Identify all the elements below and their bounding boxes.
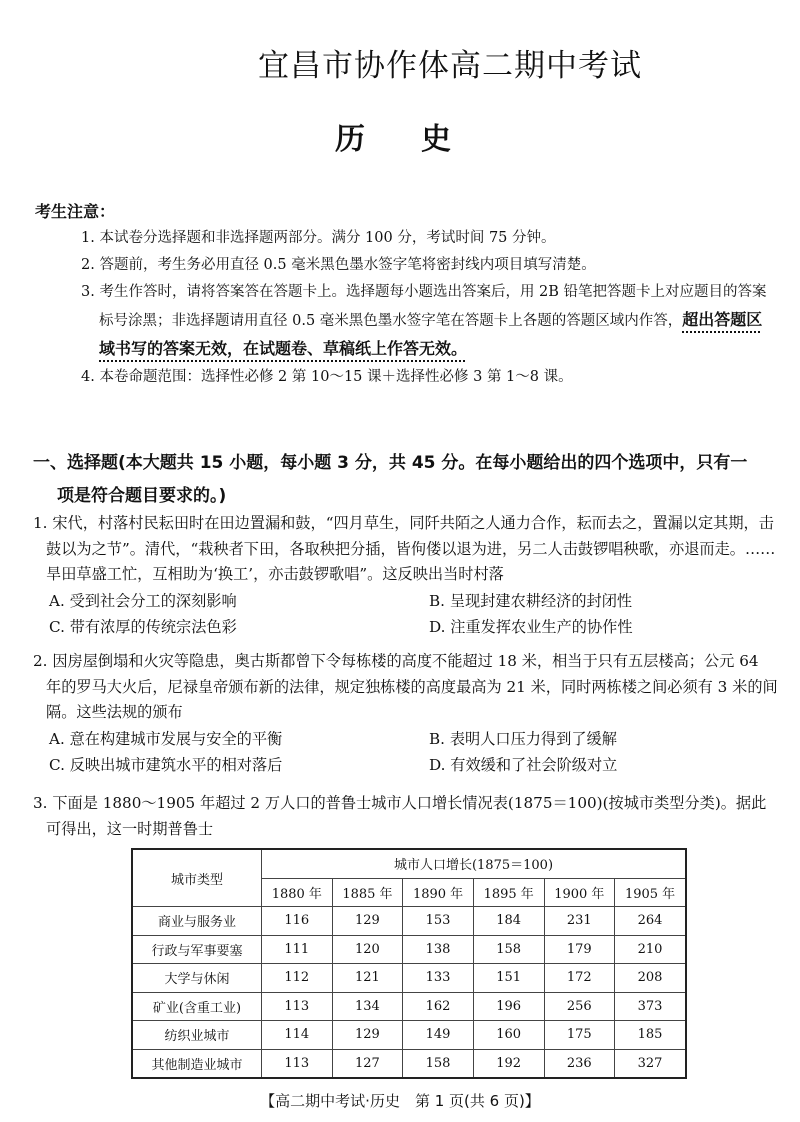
question-2-stem: 2. 因房屋倒塌和火灾等隐患，奥古斯都曾下令每栋楼的高度不能超过 18 米，相当于只有五层楼高；公元 64 年的罗马大火后，尼禄皇帝颁布新的法律，规定独栋楼的高度最高为 21 米，同时两栋楼之间必须有 3 米的间隔。这些法规的颁布 (33, 652, 778, 721)
notice-item-3-emphasis: 超出答题区域书写的答案无效，在试题卷、草稿纸上作答无效。 (99, 310, 763, 358)
table-cell: 127 (332, 1049, 403, 1078)
notice-heading: 考生注意： (35, 202, 116, 221)
notice-item-3 (35, 279, 775, 364)
table-cell: 327 (615, 1049, 686, 1078)
subject-title: 历史 (335, 122, 507, 157)
table-cell: 373 (615, 992, 686, 1021)
question-1 (33, 511, 778, 640)
table-cell: 185 (615, 1021, 686, 1050)
table-cell: 129 (332, 1021, 403, 1050)
question-1-option-b[interactable]: B. 呈现封建农耕经济的封闭性 (429, 591, 633, 610)
table-cell: 172 (544, 964, 615, 993)
table-row (132, 964, 686, 993)
exam-title: 宜昌市协作体高二期中考试 (258, 48, 642, 84)
table-cell: 113 (262, 1049, 333, 1078)
table-header-year: 1880 年 (262, 878, 333, 907)
table-cell: 196 (473, 992, 544, 1021)
table-cell: 208 (615, 964, 686, 993)
table-cell: 121 (332, 964, 403, 993)
table-cell-type: 大学与休闲 (132, 964, 262, 993)
question-1-options (33, 588, 778, 640)
table-cell: 158 (403, 1049, 474, 1078)
table-cell: 120 (332, 935, 403, 964)
table-cell: 184 (473, 907, 544, 936)
page-footer: 【高二期中考试·历史 第 1 页(共 6 页)】 (260, 1092, 540, 1110)
table-cell: 112 (262, 964, 333, 993)
table-cell: 113 (262, 992, 333, 1021)
question-2-option-c[interactable]: C. 反映出城市建筑水平的相对落后 (49, 755, 283, 774)
table-cell: 236 (544, 1049, 615, 1078)
table-row (132, 935, 686, 964)
table-cell: 149 (403, 1021, 474, 1050)
table-cell-type: 纺织业城市 (132, 1021, 262, 1050)
section-heading-line-2: 项是符合题目要求的。) (57, 486, 227, 506)
notice-block (35, 198, 775, 391)
question-2-options (33, 726, 778, 778)
table-header-year: 1890 年 (403, 878, 474, 907)
table-cell: 111 (262, 935, 333, 964)
table-cell: 129 (332, 907, 403, 936)
population-growth-table (131, 848, 687, 1079)
table-cell: 256 (544, 992, 615, 1021)
question-1-option-c[interactable]: C. 带有浓厚的传统宗法色彩 (49, 617, 237, 636)
table-header-year: 1905 年 (615, 878, 686, 907)
table-cell: 138 (403, 935, 474, 964)
notice-item-3-text: 3. 考生作答时，请将答案答在答题卡上。选择题每小题选出答案后，用 2B 铅笔把答题卡上对应题目的答案标号涂黑；非选择题请用直径 0.5 毫米黑色墨水签字笔在答题卡上各题的答题区域内作答， (81, 284, 767, 329)
table-header-group: 城市人口增长(1875＝100) (262, 849, 687, 878)
question-2 (33, 649, 778, 778)
table-cell: 175 (544, 1021, 615, 1050)
table-header-row-1 (132, 849, 686, 878)
table-cell: 133 (403, 964, 474, 993)
notice-item-2: 2. 答题前，考生务必用直径 0.5 毫米黑色墨水签字笔将密封线内项目填写清楚。 (81, 257, 596, 273)
table-cell: 162 (403, 992, 474, 1021)
table-cell: 114 (262, 1021, 333, 1050)
table-header-year: 1885 年 (332, 878, 403, 907)
table-cell: 231 (544, 907, 615, 936)
table-cell: 158 (473, 935, 544, 964)
table-row (132, 1049, 686, 1078)
table-cell: 210 (615, 935, 686, 964)
question-2-option-a[interactable]: A. 意在构建城市发展与安全的平衡 (49, 729, 283, 748)
table-cell-type: 商业与服务业 (132, 907, 262, 936)
question-3-stem: 3. 下面是 1880～1905 年超过 2 万人口的普鲁士城市人口增长情况表(1875＝100)(按城市类型分类)。据此可得出，这一时期普鲁士 (33, 794, 767, 838)
table-cell: 116 (262, 907, 333, 936)
question-1-option-a[interactable]: A. 受到社会分工的深刻影响 (49, 591, 237, 610)
table-row (132, 907, 686, 936)
question-2-option-d[interactable]: D. 有效缓和了社会阶级对立 (429, 755, 618, 774)
question-2-option-b[interactable]: B. 表明人口压力得到了缓解 (429, 729, 617, 748)
table-cell-type: 行政与军事要塞 (132, 935, 262, 964)
question-1-option-d[interactable]: D. 注重发挥农业生产的协作性 (429, 617, 633, 636)
section-heading (33, 447, 778, 513)
table-header-year: 1895 年 (473, 878, 544, 907)
table-cell: 153 (403, 907, 474, 936)
section-heading-line-1: 一、选择题(本大题共 15 小题，每小题 3 分，共 45 分。在每小题给出的四个选项中，只有一 (33, 453, 748, 473)
table-header-city-type: 城市类型 (132, 849, 262, 907)
table-cell: 134 (332, 992, 403, 1021)
table-cell: 160 (473, 1021, 544, 1050)
question-3 (33, 791, 778, 842)
table-cell: 151 (473, 964, 544, 993)
table-cell: 264 (615, 907, 686, 936)
table-cell-type: 矿业(含重工业) (132, 992, 262, 1021)
table-header-year: 1900 年 (544, 878, 615, 907)
table-cell: 192 (473, 1049, 544, 1078)
table-cell: 179 (544, 935, 615, 964)
question-1-stem: 1. 宋代，村落村民耘田时在田边置漏和鼓，“四月草生，同阡共陌之人通力合作，耘而去之，置漏以定其期，击鼓以为之节”。清代，“栽秧者下田，各取秧把分插，皆佝偻以退为进，另二人击鼓锣唱秧歌，亦退而走。……旱田草盛工忙，互相助为‘换工’，亦击鼓锣歌唱”。这反映出当时村落 (33, 514, 776, 583)
notice-item-1: 1. 本试卷分选择题和非选择题两部分。满分 100 分，考试时间 75 分钟。 (81, 230, 556, 246)
table-row (132, 992, 686, 1021)
table-row (132, 1021, 686, 1050)
notice-item-4: 4. 本卷命题范围：选择性必修 2 第 10～15 课＋选择性必修 3 第 1～8 课。 (81, 369, 573, 385)
table-cell-type: 其他制造业城市 (132, 1049, 262, 1078)
